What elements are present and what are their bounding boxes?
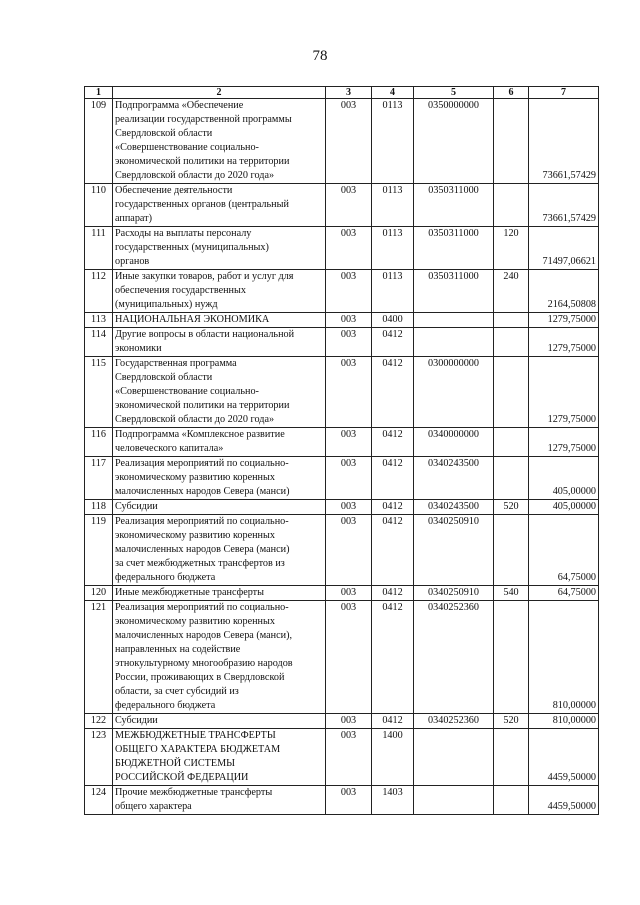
- row-name: Прочие межбюджетные трансферты общего характера: [113, 786, 326, 815]
- row-amount: 405,00000: [529, 457, 599, 500]
- row-amount: 2164,50808: [529, 270, 599, 313]
- header-col-6: 6: [494, 87, 529, 99]
- row-amount: 73661,57429: [529, 184, 599, 227]
- row-code-6: 540: [494, 586, 529, 601]
- row-code-4: 0113: [372, 99, 414, 184]
- header-col-2: 2: [113, 87, 326, 99]
- row-code-5: [414, 786, 494, 815]
- row-code-6: [494, 184, 529, 227]
- table-row: [85, 714, 599, 729]
- table-row: [85, 184, 599, 227]
- row-code-6: 120: [494, 227, 529, 270]
- page-number: 78: [312, 48, 328, 64]
- table-row: [85, 313, 599, 328]
- row-amount: 1279,75000: [529, 313, 599, 328]
- table-row: [85, 99, 599, 184]
- row-number: 116: [85, 428, 113, 457]
- row-name: Реализация мероприятий по социально- экономическому развитию коренных малочисленных народов Севера (манси): [113, 457, 326, 500]
- row-name: Другие вопросы в области национальной экономики: [113, 328, 326, 357]
- header-row: [85, 87, 599, 99]
- row-code-6: [494, 601, 529, 714]
- row-number: 122: [85, 714, 113, 729]
- table-row: [85, 586, 599, 601]
- row-code-5: 0350311000: [414, 227, 494, 270]
- table-row: [85, 428, 599, 457]
- row-code-4: 0412: [372, 328, 414, 357]
- table-row: [85, 786, 599, 815]
- row-code-3: 003: [326, 500, 372, 515]
- row-amount: 810,00000: [529, 601, 599, 714]
- row-code-5: 0340250910: [414, 586, 494, 601]
- row-amount: 64,75000: [529, 515, 599, 586]
- table-row: [85, 500, 599, 515]
- row-code-4: 0412: [372, 357, 414, 428]
- table-row: [85, 729, 599, 786]
- row-amount: 73661,57429: [529, 99, 599, 184]
- row-code-6: [494, 729, 529, 786]
- row-code-4: 0412: [372, 586, 414, 601]
- row-code-3: 003: [326, 586, 372, 601]
- budget-table: [84, 86, 599, 815]
- row-code-3: 003: [326, 313, 372, 328]
- row-number: 123: [85, 729, 113, 786]
- row-code-5: 0340252360: [414, 601, 494, 714]
- row-code-3: 003: [326, 601, 372, 714]
- row-code-5: [414, 729, 494, 786]
- header-col-3: 3: [326, 87, 372, 99]
- row-code-4: 0412: [372, 457, 414, 500]
- row-amount: 4459,50000: [529, 786, 599, 815]
- row-name: МЕЖБЮДЖЕТНЫЕ ТРАНСФЕРТЫ ОБЩЕГО ХАРАКТЕРА БЮДЖЕТАМ БЮДЖЕТНОЙ СИСТЕМЫ РОССИЙСКОЙ ФЕДЕРАЦИИ: [113, 729, 326, 786]
- row-code-3: 003: [326, 184, 372, 227]
- row-code-4: 0400: [372, 313, 414, 328]
- row-number: 112: [85, 270, 113, 313]
- row-code-4: 0113: [372, 227, 414, 270]
- row-name: Обеспечение деятельности государственных органов (центральный аппарат): [113, 184, 326, 227]
- table-row: [85, 227, 599, 270]
- row-code-4: 1400: [372, 729, 414, 786]
- row-code-5: 0340252360: [414, 714, 494, 729]
- row-name: Иные межбюджетные трансферты: [113, 586, 326, 601]
- row-name: Реализация мероприятий по социально- экономическому развитию коренных малочисленных народов Севера (манси) за счет межбюджетных трансфертов из федерального бюджета: [113, 515, 326, 586]
- row-amount: 1279,75000: [529, 357, 599, 428]
- row-number: 124: [85, 786, 113, 815]
- table-row: [85, 328, 599, 357]
- table-row: [85, 357, 599, 428]
- row-code-5: [414, 328, 494, 357]
- header-col-4: 4: [372, 87, 414, 99]
- row-code-3: 003: [326, 457, 372, 500]
- row-name: Реализация мероприятий по социально- экономическому развитию коренных малочисленных народов Севера (манси), направленных на содействие этнокультурному многообразию народов России, проживающих в Свердловской области, за счет субсидий из федерального бюджета: [113, 601, 326, 714]
- row-number: 120: [85, 586, 113, 601]
- row-code-3: 003: [326, 729, 372, 786]
- row-code-4: 1403: [372, 786, 414, 815]
- table-row: [85, 515, 599, 586]
- row-number: 115: [85, 357, 113, 428]
- row-code-3: 003: [326, 515, 372, 586]
- row-number: 114: [85, 328, 113, 357]
- row-code-6: 240: [494, 270, 529, 313]
- row-code-5: 0340243500: [414, 500, 494, 515]
- row-code-6: [494, 357, 529, 428]
- row-code-5: 0300000000: [414, 357, 494, 428]
- row-code-4: 0412: [372, 714, 414, 729]
- row-code-6: [494, 313, 529, 328]
- row-code-4: 0412: [372, 428, 414, 457]
- row-number: 121: [85, 601, 113, 714]
- row-number: 118: [85, 500, 113, 515]
- row-code-5: 0350311000: [414, 184, 494, 227]
- table-row: [85, 270, 599, 313]
- row-name: Подпрограмма «Комплексное развитие человеческого капитала»: [113, 428, 326, 457]
- row-number: 110: [85, 184, 113, 227]
- row-code-3: 003: [326, 786, 372, 815]
- header-col-5: 5: [414, 87, 494, 99]
- row-name: Подпрограмма «Обеспечение реализации государственной программы Свердловской области «Совершенствование социально- экономической политики на территории Свердловской области до 2020 года»: [113, 99, 326, 184]
- row-code-5: 0350000000: [414, 99, 494, 184]
- row-code-6: [494, 428, 529, 457]
- row-code-4: 0412: [372, 500, 414, 515]
- row-name: Субсидии: [113, 714, 326, 729]
- row-code-5: 0340243500: [414, 457, 494, 500]
- row-code-6: [494, 328, 529, 357]
- row-name: НАЦИОНАЛЬНАЯ ЭКОНОМИКА: [113, 313, 326, 328]
- row-number: 111: [85, 227, 113, 270]
- row-amount: 1279,75000: [529, 328, 599, 357]
- row-code-3: 003: [326, 428, 372, 457]
- row-number: 117: [85, 457, 113, 500]
- row-code-4: 0113: [372, 270, 414, 313]
- row-number: 119: [85, 515, 113, 586]
- row-code-3: 003: [326, 99, 372, 184]
- row-number: 109: [85, 99, 113, 184]
- row-amount: 64,75000: [529, 586, 599, 601]
- row-amount: 71497,06621: [529, 227, 599, 270]
- row-code-6: 520: [494, 714, 529, 729]
- row-code-5: 0340000000: [414, 428, 494, 457]
- row-name: Государственная программа Свердловской области «Совершенствование социально- экономической политики на территории Свердловской области до 2020 года»: [113, 357, 326, 428]
- row-amount: 405,00000: [529, 500, 599, 515]
- row-code-5: 0340250910: [414, 515, 494, 586]
- row-code-6: [494, 786, 529, 815]
- table-row: [85, 601, 599, 714]
- row-code-5: [414, 313, 494, 328]
- row-amount: 1279,75000: [529, 428, 599, 457]
- row-amount: 810,00000: [529, 714, 599, 729]
- row-name: Иные закупки товаров, работ и услуг для обеспечения государственных (муниципальных) нужд: [113, 270, 326, 313]
- row-code-6: [494, 99, 529, 184]
- header-col-7: 7: [529, 87, 599, 99]
- header-col-1: 1: [85, 87, 113, 99]
- row-code-3: 003: [326, 328, 372, 357]
- table-row: [85, 457, 599, 500]
- row-amount: 4459,50000: [529, 729, 599, 786]
- row-code-3: 003: [326, 227, 372, 270]
- row-name: Субсидии: [113, 500, 326, 515]
- row-number: 113: [85, 313, 113, 328]
- row-code-3: 003: [326, 357, 372, 428]
- row-code-5: 0350311000: [414, 270, 494, 313]
- row-code-4: 0412: [372, 515, 414, 586]
- row-name: Расходы на выплаты персоналу государственных (муниципальных) органов: [113, 227, 326, 270]
- row-code-3: 003: [326, 270, 372, 313]
- row-code-6: 520: [494, 500, 529, 515]
- row-code-4: 0113: [372, 184, 414, 227]
- row-code-3: 003: [326, 714, 372, 729]
- row-code-6: [494, 457, 529, 500]
- row-code-4: 0412: [372, 601, 414, 714]
- row-code-6: [494, 515, 529, 586]
